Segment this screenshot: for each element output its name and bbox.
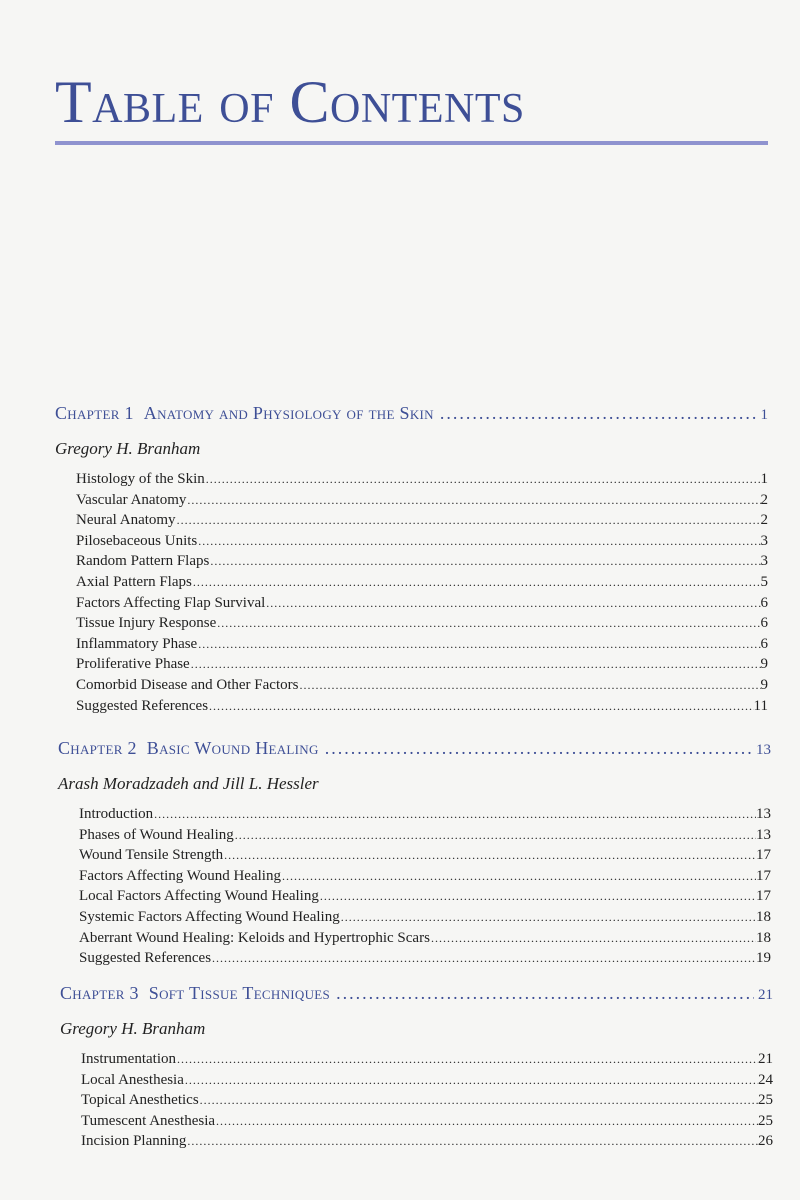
chapter-title: Soft Tissue Techniques [148,983,331,1003]
chapter-heading[interactable] [55,403,768,431]
dot-leader [177,512,761,529]
dot-leader [299,677,760,694]
dot-leader [193,574,761,591]
chapter-number: Chapter 1 [55,403,134,423]
dot-leader [440,403,757,424]
entry-page-number: 3 [760,532,768,549]
entry-page-number: 6 [760,635,768,652]
chapter-number: Chapter 3 [60,983,139,1003]
toc-entry[interactable] [76,574,768,595]
entry-label: Systemic Factors Affecting Wound Healing [79,908,340,925]
entry-page-number: 2 [760,491,768,508]
entry-page-number: 18 [756,929,771,946]
dot-leader [341,909,756,926]
entry-page-number: 9 [760,676,768,693]
dot-leader [209,698,754,715]
toc-entry[interactable] [76,471,768,492]
toc-entry[interactable] [76,492,768,513]
toc-entry[interactable] [79,827,771,848]
entry-page-number: 17 [756,888,771,905]
dot-leader [216,1113,758,1130]
chapter-page-number: 13 [756,742,771,758]
entry-list [81,1051,773,1154]
entry-page-number: 5 [760,573,768,590]
entry-page-number: 13 [756,826,771,843]
page-title: Table of Contents [55,69,525,135]
entry-label: Phases of Wound Healing [79,826,234,843]
toc-entry[interactable] [76,553,768,574]
chapter-heading[interactable] [58,738,771,766]
dot-leader [282,868,756,885]
entry-label: Random Pattern Flaps [76,553,210,570]
toc-entry[interactable] [81,1092,773,1113]
entry-page-number: 19 [756,950,771,967]
entry-label: Incision Planning [81,1133,187,1150]
chapter-author: Arash Moradzadeh and Jill L. Hessler [58,774,319,793]
entry-page-number: 18 [756,908,771,925]
entry-label: Instrumentation [81,1051,176,1067]
entry-page-number: 25 [758,1092,773,1109]
chapter-page-number: 21 [758,987,773,1003]
entry-page-number: 9 [760,656,768,673]
toc-entry[interactable] [79,909,771,930]
entry-list [76,471,768,718]
toc-entry[interactable] [79,930,771,951]
toc-entry[interactable] [76,533,768,554]
entry-page-number: 11 [753,697,768,714]
dot-leader [224,847,756,864]
chapter-page-number: 1 [760,407,768,423]
toc-entry[interactable] [76,656,768,677]
toc-entry[interactable] [79,868,771,889]
entry-page-number: 6 [760,594,768,611]
dot-leader [187,1133,758,1150]
dot-leader [154,806,756,823]
entry-label: Proliferative Phase [76,656,190,673]
dot-leader [266,595,760,612]
entry-page-number: 13 [756,806,771,822]
entry-label: Tissue Injury Response [76,615,217,632]
toc-entry[interactable] [76,615,768,636]
entry-label: Introduction [79,806,154,822]
entry-label: Wound Tensile Strength [79,847,224,864]
chapter-3 [60,983,773,1154]
entry-page-number: 21 [758,1051,773,1067]
chapter-title: Basic Wound Healing [146,738,319,758]
chapter-heading[interactable] [60,983,773,1011]
toc-entry[interactable] [79,806,771,827]
toc-entry[interactable] [76,677,768,698]
toc-entry[interactable] [76,698,768,719]
toc-entry[interactable] [81,1133,773,1154]
dot-leader [336,983,754,1004]
entry-label: Inflammatory Phase [76,635,198,652]
entry-label: Local Anesthesia [81,1071,184,1088]
chapter-author: Gregory H. Branham [60,1019,206,1038]
dot-leader [210,553,760,570]
entry-page-number: 1 [760,471,768,487]
dot-leader [431,930,756,947]
dot-leader [185,1072,758,1089]
toc-entry[interactable] [81,1051,773,1072]
dot-leader [191,656,761,673]
entry-page-number: 24 [758,1071,773,1088]
toc-entry[interactable] [76,512,768,533]
dot-leader [187,492,760,509]
toc-entry[interactable] [79,847,771,868]
dot-leader [198,533,760,550]
entry-page-number: 17 [756,847,771,864]
dot-leader [217,615,760,632]
chapter-title: Anatomy and Physiology of the Skin [143,403,434,423]
entry-label: Suggested References [79,950,212,967]
entry-page-number: 17 [756,867,771,884]
dot-leader [206,471,761,488]
entry-page-number: 6 [760,615,768,632]
chapter-1 [55,403,768,718]
dot-leader [177,1051,758,1068]
entry-label: Pilosebaceous Units [76,532,198,549]
entry-list [79,806,771,971]
entry-label: Histology of the Skin [76,471,205,487]
entry-label: Vascular Anatomy [76,491,187,508]
entry-page-number: 3 [760,553,768,570]
toc-entry[interactable] [79,950,771,971]
toc-entry[interactable] [81,1072,773,1093]
dot-leader [320,888,756,905]
dot-leader [212,950,756,967]
entry-label: Factors Affecting Wound Healing [79,867,281,884]
dot-leader [200,1092,758,1109]
toc-entry[interactable] [79,888,771,909]
title-rule [55,141,768,145]
entry-label: Comorbid Disease and Other Factors [76,676,299,693]
entry-label: Axial Pattern Flaps [76,573,192,590]
entry-label: Topical Anesthetics [81,1092,199,1109]
entry-label: Local Factors Affecting Wound Healing [79,888,319,905]
dot-leader [198,636,760,653]
chapter-author: Gregory H. Branham [55,439,201,458]
entry-page-number: 26 [758,1133,773,1150]
toc-entry[interactable] [76,595,768,616]
entry-page-number: 2 [760,512,768,529]
chapter-2 [58,738,771,971]
entry-label: Neural Anatomy [76,512,176,529]
entry-label: Tumescent Anesthesia [81,1112,216,1129]
dot-leader [325,738,752,759]
entry-label: Factors Affecting Flap Survival [76,594,266,611]
dot-leader [235,827,756,844]
entry-label: Aberrant Wound Healing: Keloids and Hypertrophic Scars [79,929,430,946]
toc-entry[interactable] [76,636,768,657]
entry-label: Suggested References [76,697,209,714]
chapter-number: Chapter 2 [58,738,137,758]
entry-page-number: 25 [758,1112,773,1129]
toc-entry[interactable] [81,1113,773,1134]
